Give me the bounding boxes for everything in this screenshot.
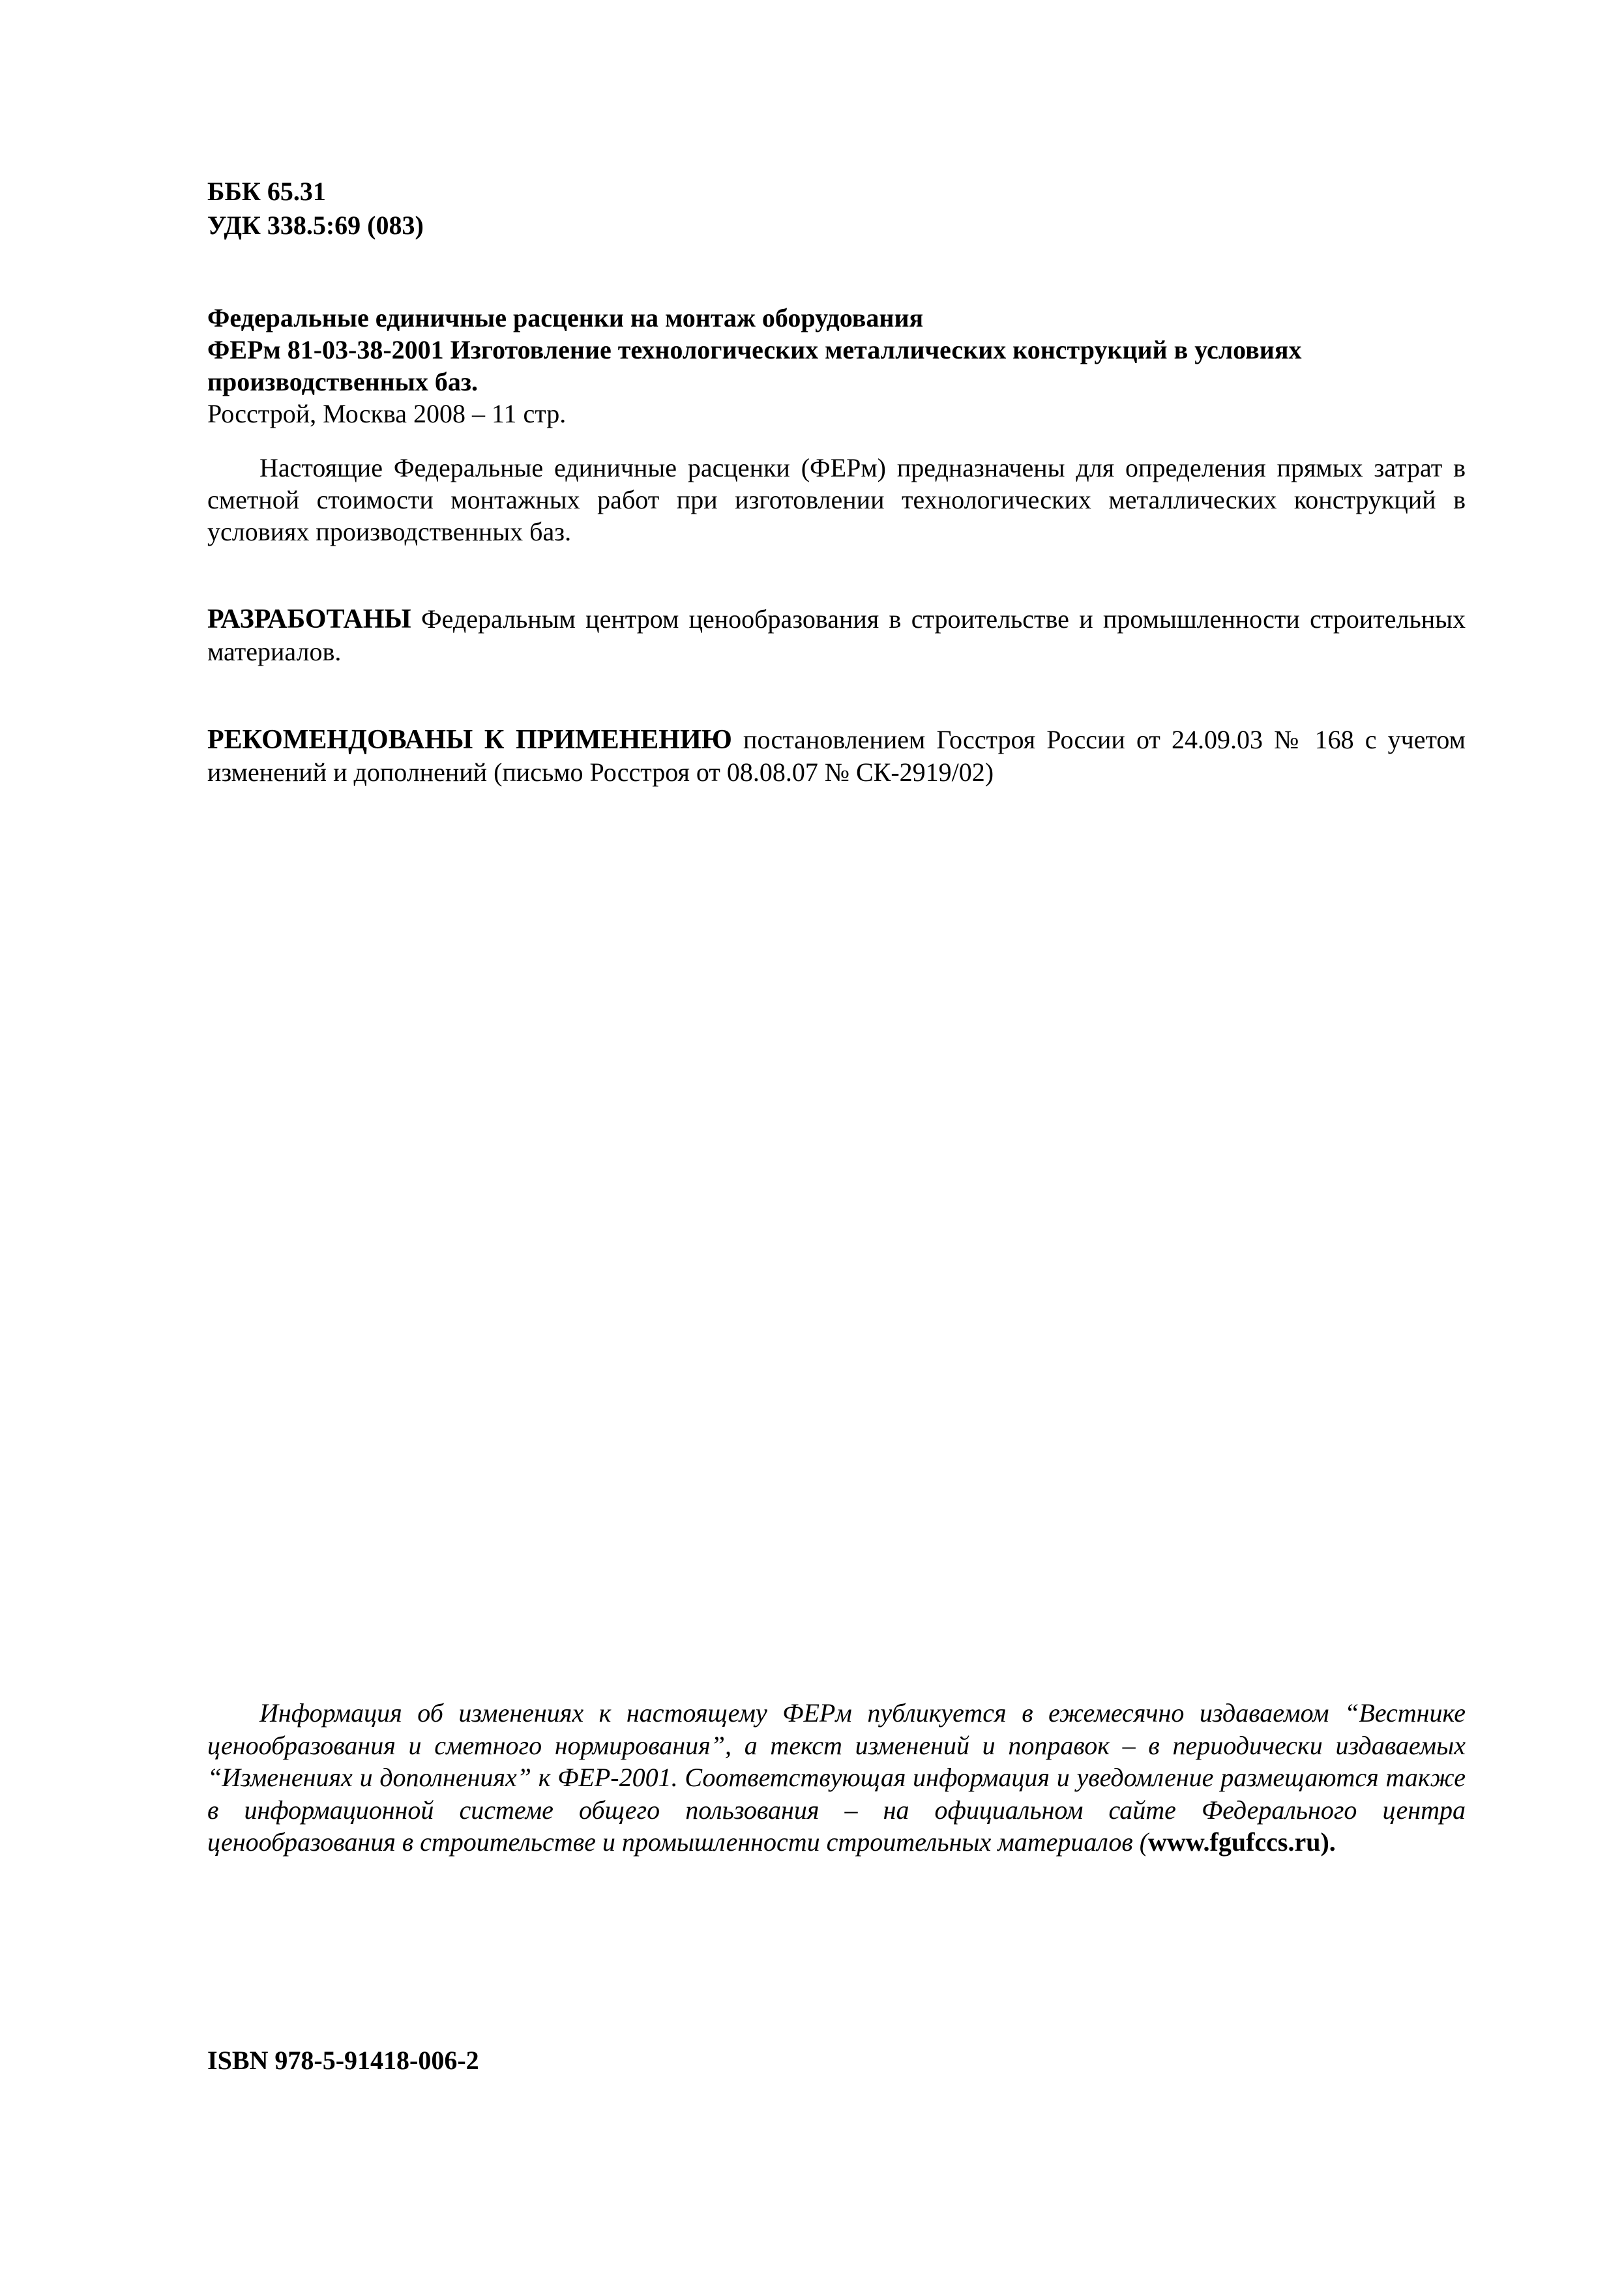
- info-paragraph: [207, 1697, 1466, 1859]
- developed-paragraph: [207, 603, 1466, 668]
- recommended-paragraph: [207, 724, 1466, 788]
- title-block: [207, 302, 1466, 430]
- info-text: Информация об изменениях к настоящему ФЕРм публикуется в ежемесячно издаваемом “Вестнике ценообразования и сметного нормирования”, а текст изменений и поправок – в периодически издаваемых “Изменениях и дополнениях” к ФЕР-2001. Соответствующая информация и уведомление размещаются также в информационной системе общего пользования – на официальном сайте Федерального центра ценообразования в строительстве и промышленности строительных материалов (: [207, 1698, 1466, 1857]
- developed-text: Федеральным центром ценообразования в строительстве и промышленности строительных материалов.: [207, 604, 1466, 666]
- isbn: ISBN 978-5-91418-006-2: [207, 2046, 479, 2075]
- publisher-line: Росстрой, Москва 2008 – 11 стр.: [207, 399, 567, 428]
- series-title: Федеральные единичные расценки на монтаж оборудования: [207, 303, 924, 332]
- developed-lead: РАЗРАБОТАНЫ: [207, 604, 411, 634]
- website-link[interactable]: www.fgufccs.ru: [1148, 1827, 1321, 1857]
- recommended-text: постановлением Госстроя России от 24.09.03 № 168 с учетом изменений и дополнений (письмо Росстроя от 08.08.07 № СК-2919/02): [207, 725, 1466, 787]
- recommended-lead: РЕКОМЕНДОВАНЫ К ПРИМЕНЕНИЮ: [207, 725, 732, 755]
- udk-code: УДК 338.5:69 (083): [207, 211, 424, 240]
- document-title: ФЕРм 81-03-38-2001 Изготовление технологических металлических конструкций в условиях производственных баз.: [207, 335, 1302, 396]
- info-end: ).: [1320, 1827, 1336, 1857]
- bbk-code: ББК 65.31: [207, 177, 326, 206]
- classification-codes: [207, 175, 1466, 243]
- purpose-paragraph: Настоящие Федеральные единичные расценки (ФЕРм) предназначены для определения прямых затрат в сметной стоимости монтажных работ при изготовлении технологических металлических конструкций в условиях производственных баз.: [207, 453, 1466, 546]
